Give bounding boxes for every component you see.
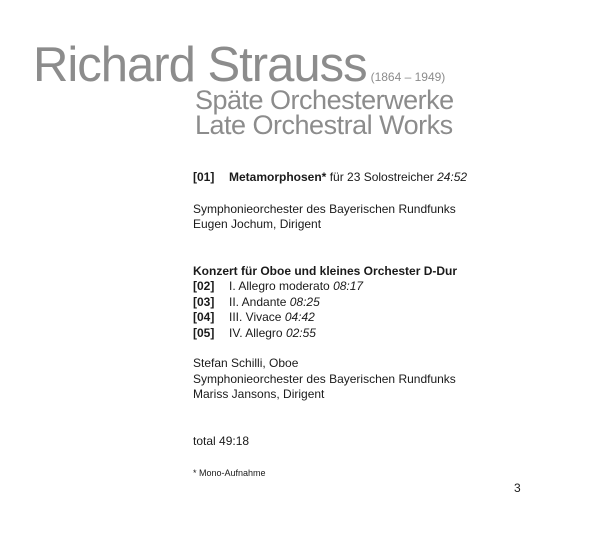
track-number: [04] [193, 310, 215, 324]
track-listing [193, 170, 573, 482]
track-title: Metamorphosen* [229, 170, 327, 184]
subtitle-english: Late Orchestral Works [195, 110, 453, 140]
track-duration: 08:25 [289, 294, 320, 309]
track-row [193, 279, 573, 295]
track-title: III. Vivace [229, 310, 285, 324]
track-number: [01] [193, 170, 215, 184]
subtitle-german: Späte Orchesterwerke [195, 85, 454, 115]
total-duration: total 49:18 [193, 433, 250, 448]
composer-dates: (1864 – 1949) [370, 70, 446, 84]
track-number: [03] [193, 294, 215, 309]
track-row [193, 326, 573, 342]
track-duration: 24:52 [437, 170, 468, 184]
track-title: II. Andante [229, 294, 290, 309]
performer-line: Symphonieorchester des Bayerischen Rundfunks [193, 371, 456, 386]
track-duration: 04:42 [284, 310, 315, 324]
track-description: für 23 Solostreicher [326, 170, 438, 184]
track-title: IV. Allegro [229, 325, 286, 340]
performer-line: Stefan Schilli, Oboe [193, 356, 299, 370]
track-row [193, 170, 573, 186]
footnote: * Mono-Aufnahme [193, 468, 266, 478]
performer-line: Mariss Jansons, Dirigent [193, 387, 325, 401]
page-number: 3 [514, 481, 521, 495]
track-duration: 02:55 [285, 325, 316, 340]
performer-line: Eugen Jochum, Dirigent [193, 217, 322, 231]
work-title: Konzert für Oboe und kleines Orchester D-Dur [193, 263, 458, 278]
track-row [193, 310, 573, 326]
track-number: [02] [193, 279, 215, 293]
track-duration: 08:17 [333, 279, 364, 293]
performer-line: Symphonieorchester des Bayerischen Rundfunks [193, 201, 456, 216]
track-row [193, 295, 573, 311]
composer-name: Richard Strauss [33, 38, 367, 92]
track-title: I. Allegro moderato [229, 279, 334, 293]
track-number: [05] [193, 325, 215, 340]
